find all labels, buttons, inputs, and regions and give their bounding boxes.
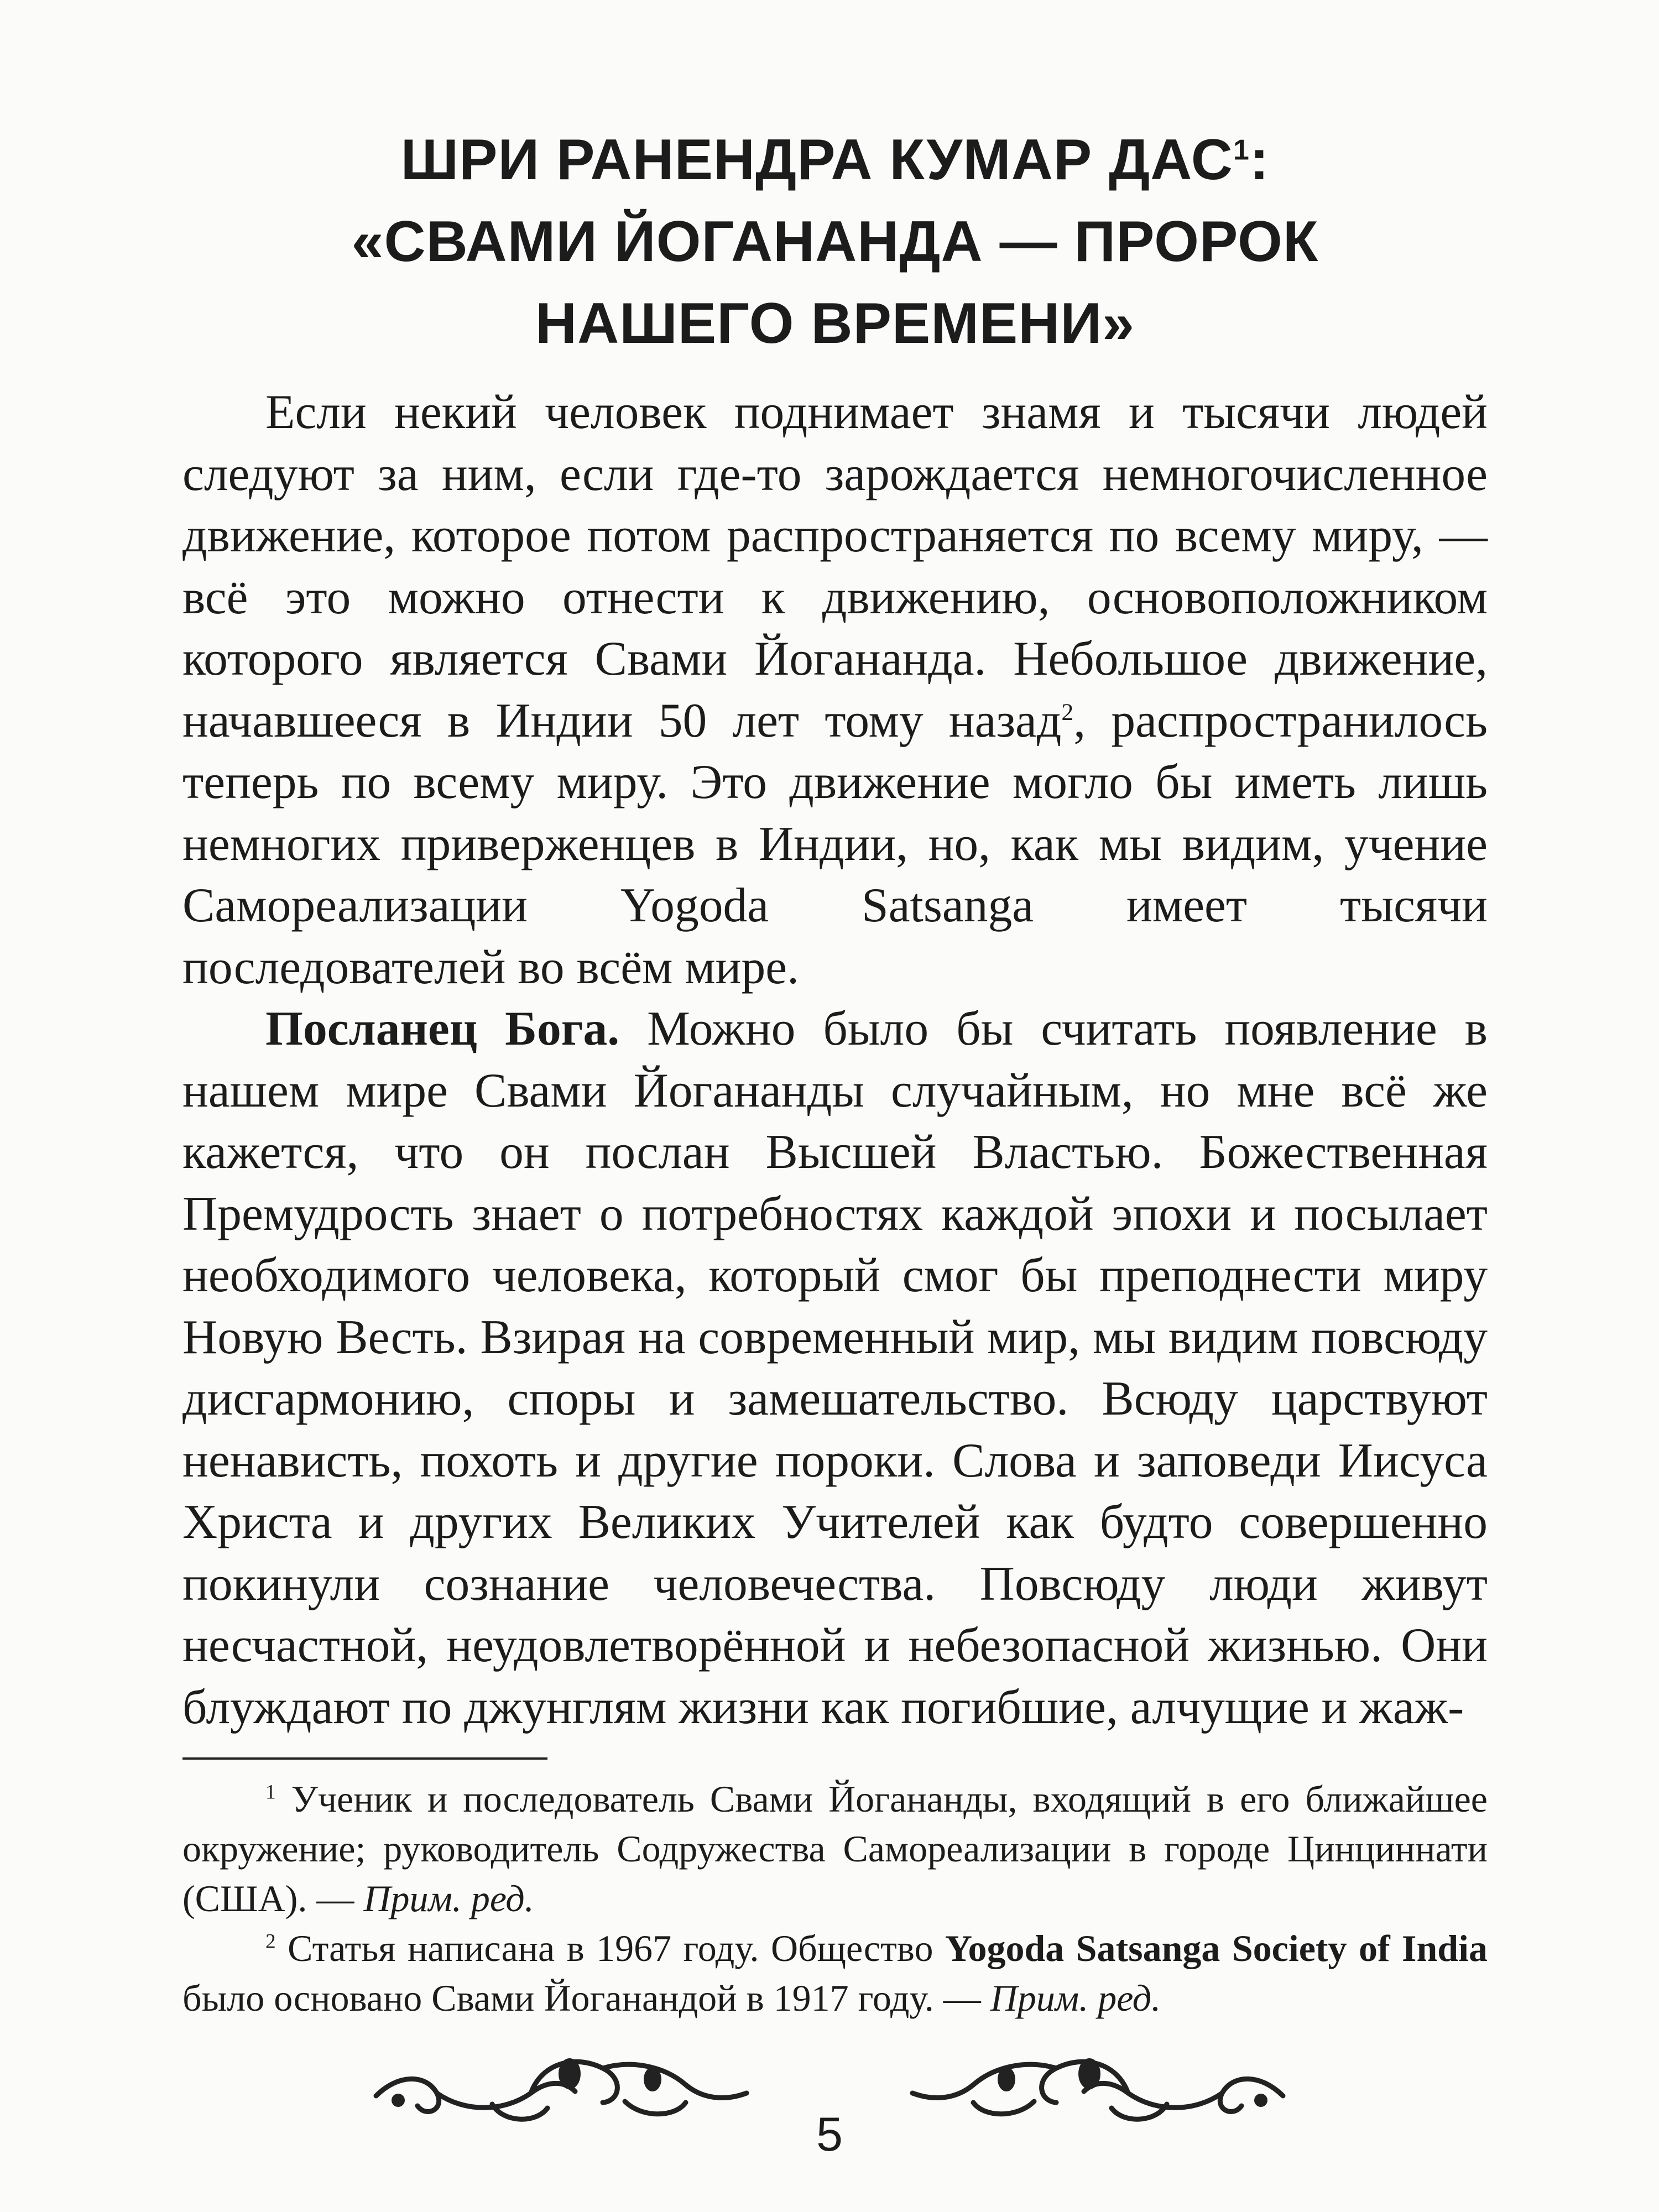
ornament-flourish-right-icon xyxy=(907,2041,1294,2129)
book-page xyxy=(182,119,1488,2023)
footnotes xyxy=(182,1774,1488,2023)
paragraph-1: Если некий человек поднимает знамя и тысячи людей следуют за ним, если где-то зарождается немногочисленное движение, которое потом распространяется по всему миру, — всё это можно отнести к движению, основоположником которого является Свами Йогананда. Небольшое движение, начавшееся в Индии 50 лет тому назад$^2$, распространилось теперь по всему миру. Это движение могло бы иметь лишь немногих приверженцев в Индии, но, как мы видим, учение Самореализации Yogoda Satsanga имеет тысячи последователей во всём мире. xyxy=(182,385,1488,994)
main-text xyxy=(182,381,1488,1738)
page-number: 5 xyxy=(816,2108,843,2161)
title-line-1: ШРИ РАНЕНДРА КУМАР ДАС$^1$: xyxy=(400,128,1270,192)
ornament-flourish-left-icon xyxy=(365,2041,752,2129)
footnote-2: $^2$ Статья написана в 1967 году. Общество Yogoda Satsanga Society of India было основано Свами Йоганандой в 1917 году. — Прим. ред. xyxy=(182,1927,1488,2019)
paragraph-2: Посланец Бога. Можно было бы считать появление в нашем мире Свами Йогананды случайным, но мне всё же кажется, что он послан Высшей Властью. Божественная Премудрость знает о потребностях каждой эпохи и посылает необходимого человека, который смог бы преподнести миру Новую Весть. Взирая на современный мир, мы видим повсюду дисгармонию, споры и замешательство. Всюду царствуют ненависть, похоть и другие пороки. Слова и заповеди Иисуса Христа и других Великих Учителей как будто совершенно покинули сознание человечества. Повсюду люди живут несчастной, неудовлетворённой и небезопасной жизнью. Они блуждают по джунглям жизни как погибшие, алчущие и жаж- xyxy=(182,1001,1488,1734)
section-heading-messenger: Посланец Бога. xyxy=(265,1001,620,1055)
footnote-divider xyxy=(182,1757,547,1760)
title-footnote-ref-1[interactable]: 1 xyxy=(1233,134,1250,166)
footnote-ref-2[interactable]: 2 xyxy=(1061,698,1074,726)
title-line-2: «СВАМИ ЙОГАНАНДА — ПРОРОК xyxy=(351,210,1319,274)
title-line-3: НАШЕГО ВРЕМЕНИ» xyxy=(535,291,1135,356)
footnote-1: $^1$ Ученик и последователь Свами Йогананды, входящий в его ближайшее окружение; руководитель Содружества Самореализации в городе Цинциннати (США). — Прим. ред. xyxy=(182,1778,1488,1919)
chapter-title xyxy=(182,119,1488,364)
